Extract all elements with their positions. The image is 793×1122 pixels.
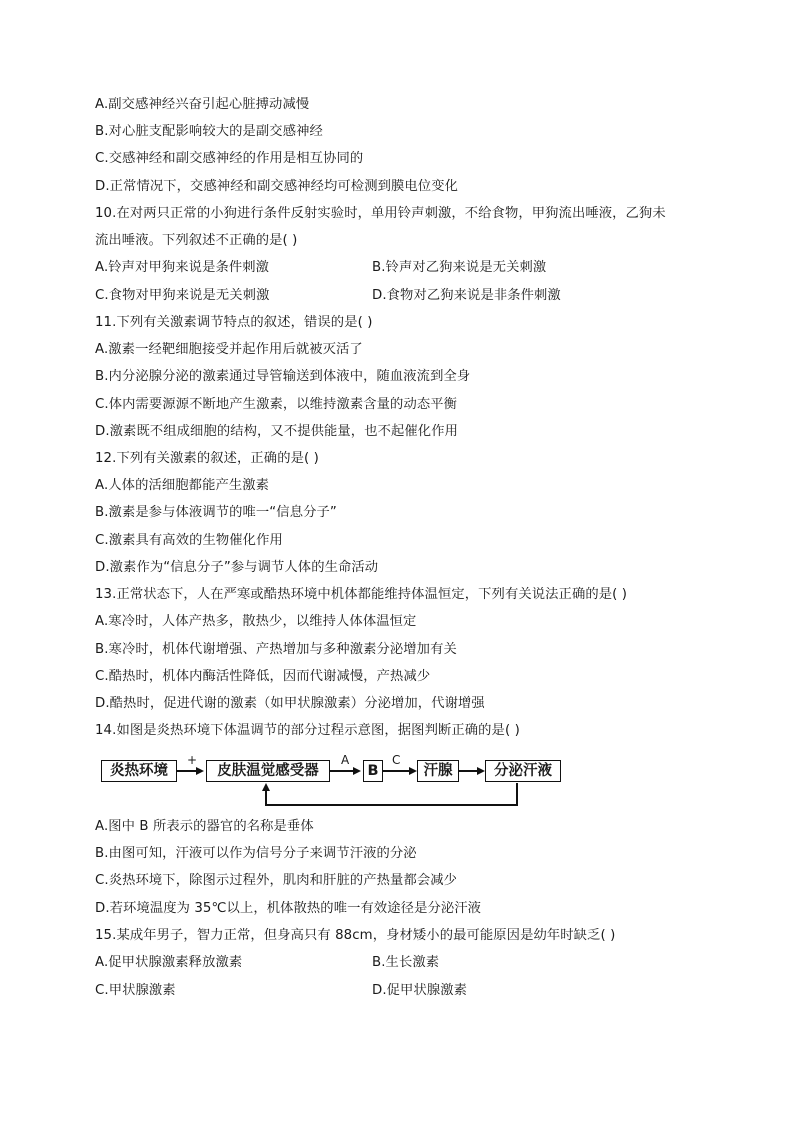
box-secrete-sweat: 分泌汗液 — [485, 760, 561, 782]
q12-option-d: D.激素作为“信息分子”参与调节人体的生命活动 — [95, 560, 379, 575]
feedback-arrow-head — [262, 783, 270, 791]
arrow-line-1 — [177, 770, 198, 772]
q13-stem: 13.正常状态下，人在严寒或酷热环境中机体都能维持体温恒定，下列有关说法正确的是( ) — [95, 587, 628, 602]
q13-option-b: B.寒冷时，机体代谢增强、产热增加与多种激素分泌增加有关 — [95, 642, 457, 657]
feedback-line-up — [265, 790, 267, 805]
q15-option-b: B.生长激素 — [372, 955, 440, 970]
q10-option-a: A.铃声对甲狗来说是条件刺激 — [95, 260, 270, 275]
q11-option-b: B.内分泌腺分泌的激素通过导管输送到体液中，随血液流到全身 — [95, 369, 471, 384]
q15-stem: 15.某成年男子，智力正常，但身高只有 88cm，身材矮小的最可能原因是幼年时缺乏( ) — [95, 928, 616, 943]
box-hot-environment: 炎热环境 — [101, 760, 177, 782]
arrow-line-5 — [459, 770, 479, 772]
arrow-head-1 — [196, 767, 204, 775]
q10-option-c: C.食物对甲狗来说是无关刺激 — [95, 288, 270, 303]
q12-option-a: A.人体的活细胞都能产生激素 — [95, 478, 270, 493]
q10-stem-line2: 流出唾液。下列叙述不正确的是( ) — [95, 233, 298, 248]
q14-option-b: B.由图可知，汗液可以作为信号分子来调节汗液的分泌 — [95, 846, 417, 861]
thermoregulation-diagram — [95, 752, 565, 812]
box-skin-warm-receptor: 皮肤温觉感受器 — [206, 760, 330, 782]
feedback-line-horizontal — [265, 804, 518, 806]
q14-stem: 14.如图是炎热环境下体温调节的部分过程示意图，据图判断正确的是( ) — [95, 723, 520, 738]
q11-option-c: C.体内需要源源不断地产生激素，以维持激素含量的动态平衡 — [95, 397, 458, 412]
arrow-line-a — [330, 770, 355, 772]
arrow-head-5 — [477, 767, 485, 775]
q10-option-b: B.铃声对乙狗来说是无关刺激 — [372, 260, 547, 275]
arrow-line-c — [383, 770, 411, 772]
box-sweat-gland: 汗腺 — [417, 760, 459, 782]
arrow-head-c — [409, 767, 417, 775]
q12-option-c: C.激素具有高效的生物催化作用 — [95, 533, 283, 548]
q15-option-c: C.甲状腺激素 — [95, 983, 176, 998]
q9-option-d: D.正常情况下，交感神经和副交感神经均可检测到膜电位变化 — [95, 179, 458, 194]
q13-option-a: A.寒冷时，人体产热多，散热少，以维持人体体温恒定 — [95, 614, 417, 629]
q11-stem: 11.下列有关激素调节特点的叙述，错误的是( ) — [95, 315, 373, 330]
q13-option-d: D.酷热时，促进代谢的激素（如甲状腺激素）分泌增加，代谢增强 — [95, 696, 485, 711]
q12-option-b: B.激素是参与体液调节的唯一“信息分子” — [95, 505, 337, 520]
arrow-head-a — [353, 767, 361, 775]
feedback-line-down — [516, 783, 518, 805]
q15-option-d: D.促甲状腺激素 — [372, 983, 468, 998]
q9-option-c: C.交感神经和副交感神经的作用是相互协同的 — [95, 151, 364, 166]
q11-option-d: D.激素既不组成细胞的结构，又不提供能量，也不起催化作用 — [95, 424, 458, 439]
label-a: A — [341, 753, 350, 767]
q10-stem-line1: 10.在对两只正常的小狗进行条件反射实验时，单用铃声刺激，不给食物，甲狗流出唾液，乙狗未 — [95, 206, 666, 221]
q14-option-c: C.炎热环境下，除图示过程外，肌肉和肝脏的产热量都会减少 — [95, 873, 458, 888]
q9-option-b: B.对心脏支配影响较大的是副交感神经 — [95, 124, 323, 139]
q12-stem: 12.下列有关激素的叙述，正确的是( ) — [95, 451, 319, 466]
plus-sign: + — [187, 753, 198, 767]
q13-option-c: C.酷热时，机体内酶活性降低，因而代谢减慢，产热减少 — [95, 669, 431, 684]
q10-option-d: D.食物对乙狗来说是非条件刺激 — [372, 288, 561, 303]
box-b: B — [363, 760, 383, 782]
q14-option-d: D.若环境温度为 35℃以上，机体散热的唯一有效途径是分泌汗液 — [95, 901, 482, 916]
q15-option-a: A.促甲状腺激素释放激素 — [95, 955, 243, 970]
q9-option-a: A.副交感神经兴奋引起心脏搏动减慢 — [95, 97, 310, 112]
q11-option-a: A.激素一经靶细胞接受并起作用后就被灭活了 — [95, 342, 363, 357]
q14-option-a: A.图中 B 所表示的器官的名称是垂体 — [95, 819, 314, 834]
label-c: C — [392, 753, 401, 767]
